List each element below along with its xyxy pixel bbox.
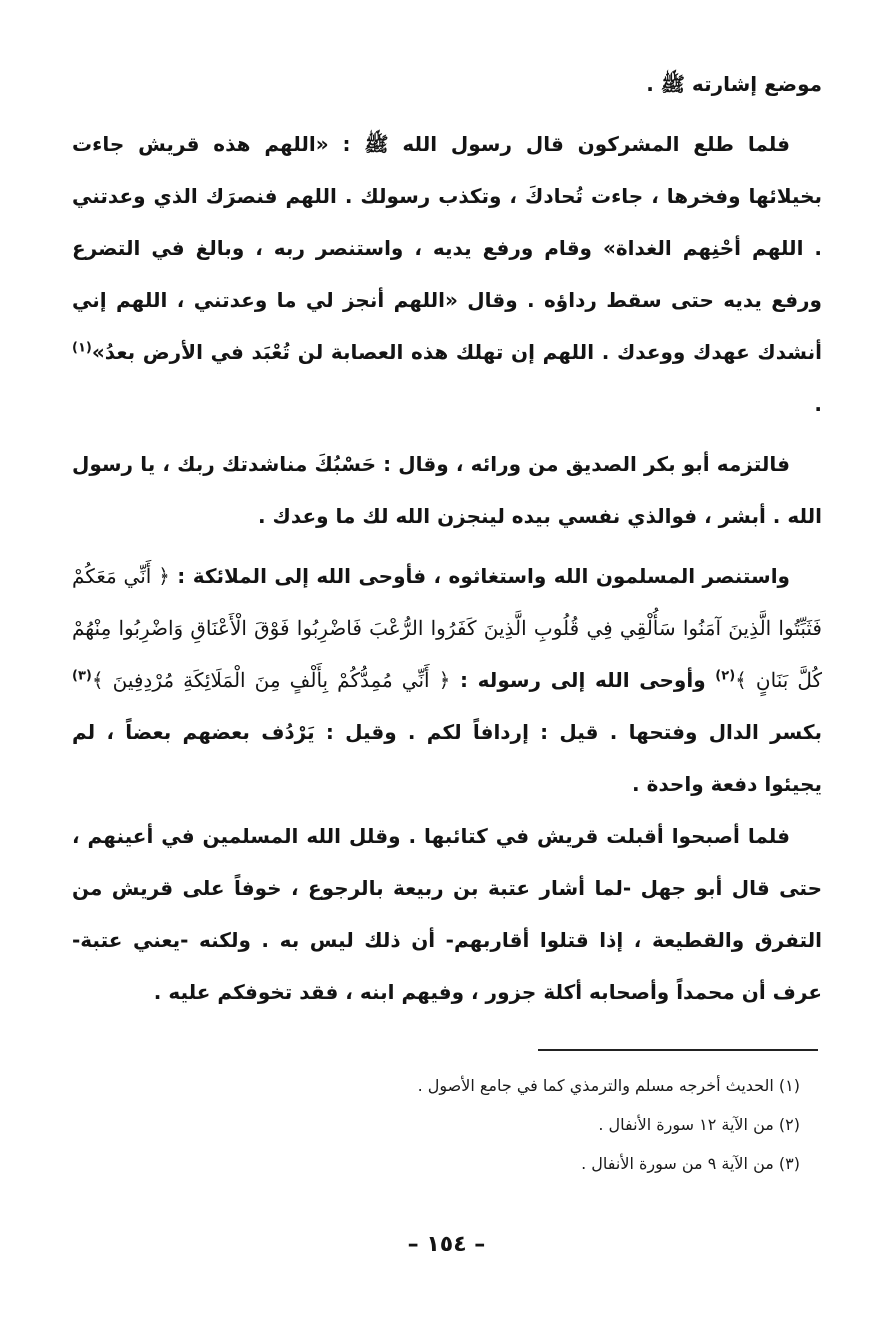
footnote-1: (١) الحديث أخرجه مسلم والترمذي كما في جامع الأصول .: [417, 1076, 800, 1095]
footnote-3: (٣) من الآية ٩ من سورة الأنفال .: [581, 1154, 800, 1173]
paragraph-abubakr: [72, 438, 822, 542]
footnotes: [150, 1066, 800, 1183]
footnote-ref-3: (٣): [72, 668, 92, 684]
page-number: – ١٥٤ –: [407, 1232, 486, 1257]
paragraph-text: فالتزمه أبو بكر الصديق من ورائه ، وقال : حَسْبُكَ مناشدتك ربك ، يا رسول الله . أبشر ، فوالذي نفسي بيده لينجزن الله لك ما وعدك .: [72, 452, 822, 528]
paragraph-text: بكسر الدال وفتحها . قيل : إردافاً لكم . وقيل : يَرْدُف بعضهم بعضاً ، لم يجيئوا دفعة واحدة .: [72, 720, 822, 796]
footnote-ref-1: (١): [72, 340, 92, 356]
paragraph-continuation: [72, 58, 822, 110]
paragraph-morning: [72, 810, 822, 1018]
footnote-divider: [538, 1049, 818, 1051]
paragraph-revelation: [72, 550, 822, 810]
paragraph-text: فلما أصبحوا أقبلت قريش في كتائبها . وقلل الله المسلمين في أعينهم ، حتى قال أبو جهل -لما أشار عتبة بن ربيعة بالرجوع ، خوفاً على قريش من التفرق والقطيعة ، إذا قتلوا أقاربهم- أن ذلك ليس به . ولكنه -يعني عتبة- عرف أن محمداً وأصحابه أكلة جزور ، وفيهم ابنه ، فقد تخوفكم عليه .: [72, 824, 822, 1004]
paragraph-prayer: [72, 118, 822, 430]
period: .: [814, 392, 822, 416]
footnote-2: (٢) من الآية ١٢ سورة الأنفال .: [598, 1115, 800, 1134]
quran-verse-1: ﴿ أَنِّي مَعَكُمْ فَثَبِّتُوا الَّذِينَ آمَنُوا سَأُلْقِي فِي قُلُوبِ الَّذِينَ كَفَرُوا الرُّعْبَ فَاضْرِبُوا فَوْقَ الْأَعْنَاقِ وَاضْرِبُوا مِنْهُمْ كُلَّ بَنَانٍ ﴾: [72, 564, 823, 692]
paragraph-text: فلما طلع المشركون قال رسول الله ﷺ : «اللهم هذه قريش جاءت بخيلائها وفخرها ، جاءت تُحادكَ ، وتكذب رسولك . اللهم فنصرَك الذي وعدتني . اللهم أحْنِهم الغداة» وقام ورفع يديه ، واستنصر ربه ، وبالغ في التضرع ورفع يديه حتى سقط رداؤه . وقال «اللهم أنجز لي ما وعدتني ، اللهم إني أنشدك عهدك ووعدك . اللهم إن تهلك هذه العصابة لن تُعْبَد في الأرض بعدُ»: [72, 132, 822, 364]
paragraph-text: موضع إشارته ﷺ .: [646, 72, 822, 96]
main-text: [72, 58, 822, 1018]
footnote-ref-2: (٢): [715, 668, 736, 684]
quran-verse-2: ﴿ أَنِّي مُمِدُّكُمْ بِأَلْفٍ مِنَ الْمَلَائِكَةِ مُرْدِفِينَ ﴾: [91, 668, 451, 692]
paragraph-text: وأوحى الله إلى رسوله :: [460, 668, 706, 692]
paragraph-text: واستنصر المسلمون الله واستغاثوه ، فأوحى الله إلى الملائكة :: [177, 564, 790, 588]
